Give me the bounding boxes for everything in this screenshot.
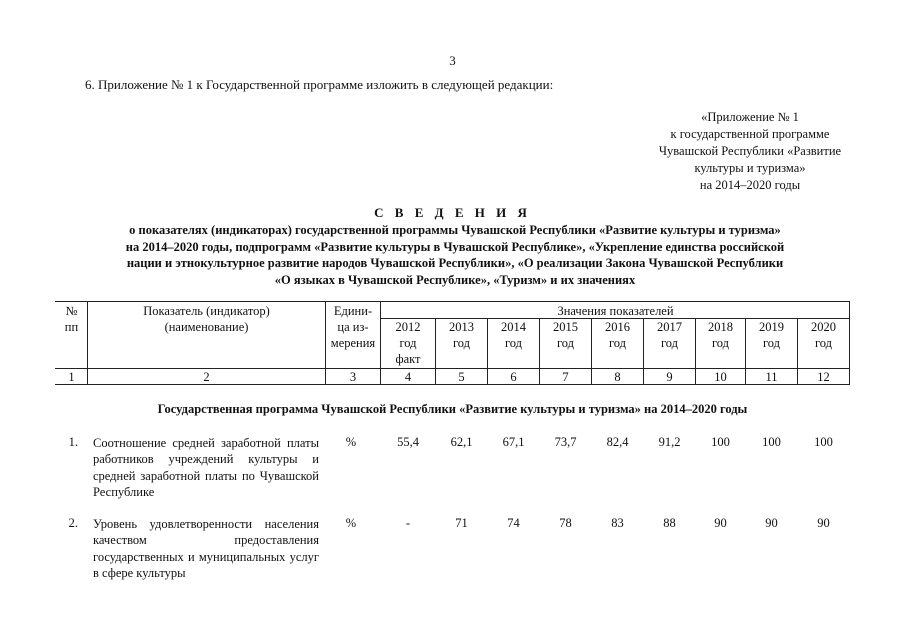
indicator-value: 90 — [714, 516, 727, 530]
header-indicator-line: Показатель (индикатор) — [143, 304, 270, 318]
year-header — [381, 319, 435, 367]
column-number: 5 — [458, 370, 465, 384]
year-header — [798, 319, 849, 351]
column-number: 4 — [404, 370, 412, 384]
year-header-line: 2012 — [395, 320, 421, 334]
header-indicator-line: (наименование) — [164, 320, 249, 334]
row-number: 2. — [68, 516, 78, 530]
year-header-line: 2013 — [449, 320, 474, 334]
year-header-line: 2014 — [501, 320, 526, 334]
column-number: 3 — [349, 370, 357, 384]
year-header-line: год — [814, 336, 833, 350]
year-header — [644, 319, 695, 351]
year-header — [540, 319, 591, 351]
document-title: С В Е Д Е Н И Я — [374, 205, 531, 220]
year-header-line: год — [608, 336, 627, 350]
appendix-line: культуры и туризма» — [694, 161, 806, 175]
indicator-unit: % — [345, 516, 357, 530]
column-number: 2 — [203, 370, 210, 384]
header-values: Значения показателей — [557, 304, 674, 318]
year-header-line: 2017 — [657, 320, 682, 334]
year-header-line: 2015 — [553, 320, 578, 334]
table-top-border — [55, 301, 850, 302]
year-header-line: факт — [395, 352, 421, 366]
year-header-line: год — [660, 336, 679, 350]
indicator-value: 74 — [507, 516, 520, 530]
header-unit — [326, 303, 380, 351]
indicator-value: 62,1 — [450, 435, 473, 449]
intro-paragraph: 6. Приложение № 1 к Государственной программе изложить в следующей редакции: — [85, 77, 554, 92]
indicator-value: - — [405, 516, 411, 530]
header-unit-line: Едини- — [333, 304, 373, 318]
header-unit-line: ца из- — [337, 320, 369, 334]
appendix-line: Чувашской Республики «Развитие — [658, 144, 842, 158]
header-num-line: № — [65, 304, 78, 318]
indicator-value: 67,1 — [502, 435, 525, 449]
indicator-value: 83 — [611, 516, 624, 530]
year-header-line: год — [452, 336, 471, 350]
header-indicator — [88, 303, 325, 335]
appendix-line: к государственной программе — [670, 127, 830, 141]
year-header-line: год — [556, 336, 575, 350]
year-header-line: год — [762, 336, 781, 350]
year-header — [592, 319, 643, 351]
indicator-value: 100 — [711, 435, 730, 449]
indicator-name: Соотношение средней заработной платы работников учреждений культуры и средней заработной платы по Чувашской Республике — [93, 436, 319, 499]
year-header-line: 2020 — [811, 320, 836, 334]
indicator-value: 100 — [762, 435, 781, 449]
subtitle-line: нации и этнокультурное развитие народов Чувашской Республики», «О реализации Закона Чувашской Республики — [126, 256, 784, 270]
indicator-value: 90 — [765, 516, 778, 530]
row-number: 1. — [68, 435, 78, 449]
column-number: 6 — [510, 370, 517, 384]
year-header — [746, 319, 797, 351]
indicator-name: Уровень удовлетворенности населения качеством предоставления государственных и муниципальных услуг в сфере культуры — [93, 517, 319, 580]
column-number: 9 — [666, 370, 673, 384]
indicator-value: 55,4 — [397, 435, 419, 449]
indicator-unit: % — [345, 435, 357, 449]
column-number: 8 — [614, 370, 621, 384]
indicator-value: 100 — [814, 435, 833, 449]
column-number: 10 — [714, 370, 727, 384]
indicator-value: 82,4 — [606, 435, 629, 449]
column-number: 12 — [817, 370, 830, 384]
year-header — [696, 319, 745, 351]
document-subtitle — [60, 222, 850, 288]
subtitle-line: «О языках в Чувашской Республике», «Туризм» и их значениях — [274, 272, 636, 287]
subtitle-line: на 2014–2020 годы, подпрограмм «Развитие культуры в Чувашской Республике», «Укрепление единства российской — [125, 239, 785, 254]
year-header — [436, 319, 487, 351]
page-number: 3 — [449, 53, 456, 68]
indicator-value: 78 — [559, 516, 572, 530]
indicator-value: 88 — [663, 516, 676, 530]
appendix-header — [600, 109, 900, 194]
year-header-line: год — [399, 336, 417, 350]
subtitle-line: о показателях (индикаторах) государственной программы Чувашской Республики «Развитие культуры и туризма» — [129, 223, 781, 237]
indicator-value: 91,2 — [658, 435, 681, 449]
header-num — [55, 303, 88, 335]
year-header-line: 2018 — [708, 320, 733, 334]
section-title: Государственная программа Чувашской Республики «Развитие культуры и туризма» на 2014–2020 годы — [157, 402, 748, 416]
year-header-line: 2019 — [759, 320, 784, 334]
indicator-value: 73,7 — [554, 435, 577, 449]
header-num-line: пп — [64, 320, 79, 334]
appendix-line: «Приложение № 1 — [701, 110, 799, 124]
indicator-value: 90 — [817, 516, 830, 530]
appendix-line: на 2014–2020 годы — [699, 178, 801, 192]
year-header-line: год — [711, 336, 730, 350]
year-header-line: год — [504, 336, 523, 350]
indicator-value: 71 — [455, 516, 468, 530]
header-unit-line: мерения — [330, 336, 376, 350]
year-header — [488, 319, 539, 351]
column-number: 1 — [68, 370, 75, 384]
column-number: 11 — [765, 370, 778, 384]
column-number: 7 — [562, 370, 569, 384]
year-header-line: 2016 — [605, 320, 630, 334]
